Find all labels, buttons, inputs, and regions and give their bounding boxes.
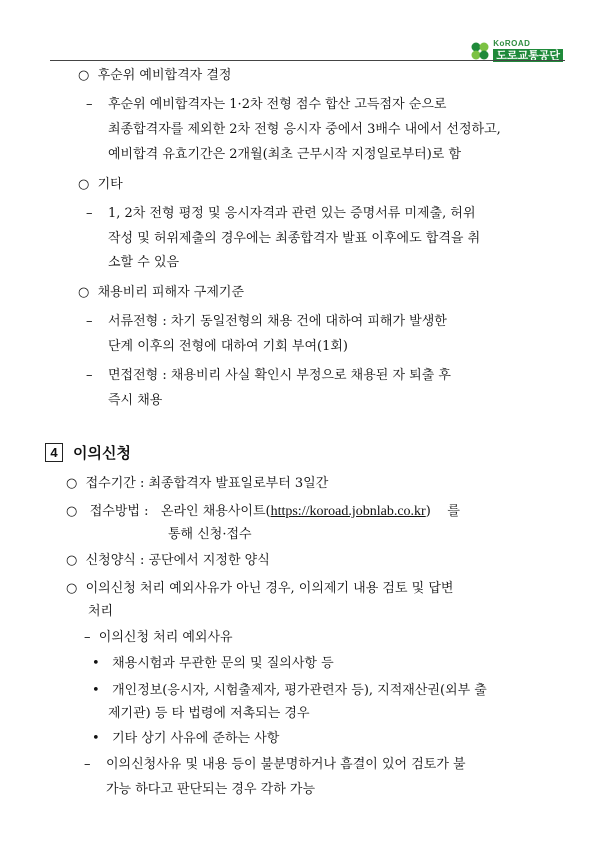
appeal-method: ○ 접수방법 : 온라인 채용사이트(https://koroad.jobnlab.co.kr) 를 [66,504,460,519]
appeal-process-2: 처리 [88,604,114,619]
appeal-method-2: 통해 신청·접수 [168,527,252,542]
item-etc-text-2: 작성 및 허위제출의 경우에는 최종합격자 발표 이후에도 합격을 취 [108,231,481,246]
reject-text-2: 가능 하다고 판단되는 경우 각하 가능 [106,782,316,797]
item-etc-title: ○ 기타 [78,177,123,192]
appeal-form: ○ 신청양식 : 공단에서 지정한 양식 [66,553,270,568]
logo-english: KoROAD [493,39,531,48]
item-reserve-dash: – [86,97,93,112]
item-reserve-text-1: 후순위 예비합격자는 1·2차 전형 점수 합산 고득점자 순으로 [108,97,447,112]
item-reserve-title: ○ 후순위 예비합격자 결정 [78,68,232,83]
exception-bullet-3: • 기타 상기 사유에 준하는 사항 [92,731,280,746]
section-title: 이의신청 [73,444,131,462]
section-number: 4 [45,443,63,462]
item-etc-dash: – [86,206,93,221]
item-relief-doc-2: 단계 이후의 전형에 대하여 기회 부여(1회) [108,339,349,354]
reject-dash: – [84,757,91,772]
exception-title: – 이의신청 처리 예외사유 [84,630,233,645]
exception-bullet-1: • 채용시험과 무관한 문의 및 질의사항 등 [92,656,334,671]
item-etc-text-3: 소할 수 있음 [108,255,180,270]
item-relief-title: ○ 채용비리 피해자 구제기준 [78,285,245,300]
exception-bullet-2: • 개인정보(응시자, 시험출제자, 평가관련자 등), 지적재산권(외부 출 [92,683,487,698]
item-reserve-text-2: 최종합격자를 제외한 2차 전형 응시자 중에서 3배수 내에서 선정하고, [108,122,501,137]
item-relief-dash-1: – [86,314,93,329]
item-relief-dash-2: – [86,368,93,383]
logo-korean: 도로교통공단 [493,49,563,62]
koroad-clover-icon [470,41,490,61]
appeal-process-1: ○ 이의신청 처리 예외사유가 아닌 경우, 이의제기 내용 검토 및 답변 [66,581,454,596]
item-relief-interview-1: 면접전형 : 채용비리 사실 확인시 부정으로 채용된 자 퇴출 후 [108,368,451,383]
item-relief-doc-1: 서류전형 : 차기 동일전형의 채용 건에 대하여 피해가 발생한 [108,314,447,329]
reject-text-1: 이의신청사유 및 내용 등이 불분명하거나 흠결이 있어 검토가 불 [106,757,466,772]
item-etc-text-1: 1, 2차 전형 평정 및 응시자격과 관련 있는 증명서류 미제출, 허위 [108,206,476,221]
header-rule [50,60,565,61]
exception-bullet-2-cont: 제기관) 등 타 법령에 저촉되는 경우 [108,706,310,721]
appeal-site-link[interactable]: https://koroad.jobnlab.co.kr [270,504,426,519]
appeal-period: ○ 접수기간 : 최종합격자 발표일로부터 3일간 [66,476,329,491]
item-reserve-text-3: 예비합격 유효기간은 2개월(최초 근무시작 지정일로부터)로 함 [108,147,462,162]
koroad-logo [470,40,563,62]
item-relief-interview-2: 즉시 채용 [108,393,163,408]
